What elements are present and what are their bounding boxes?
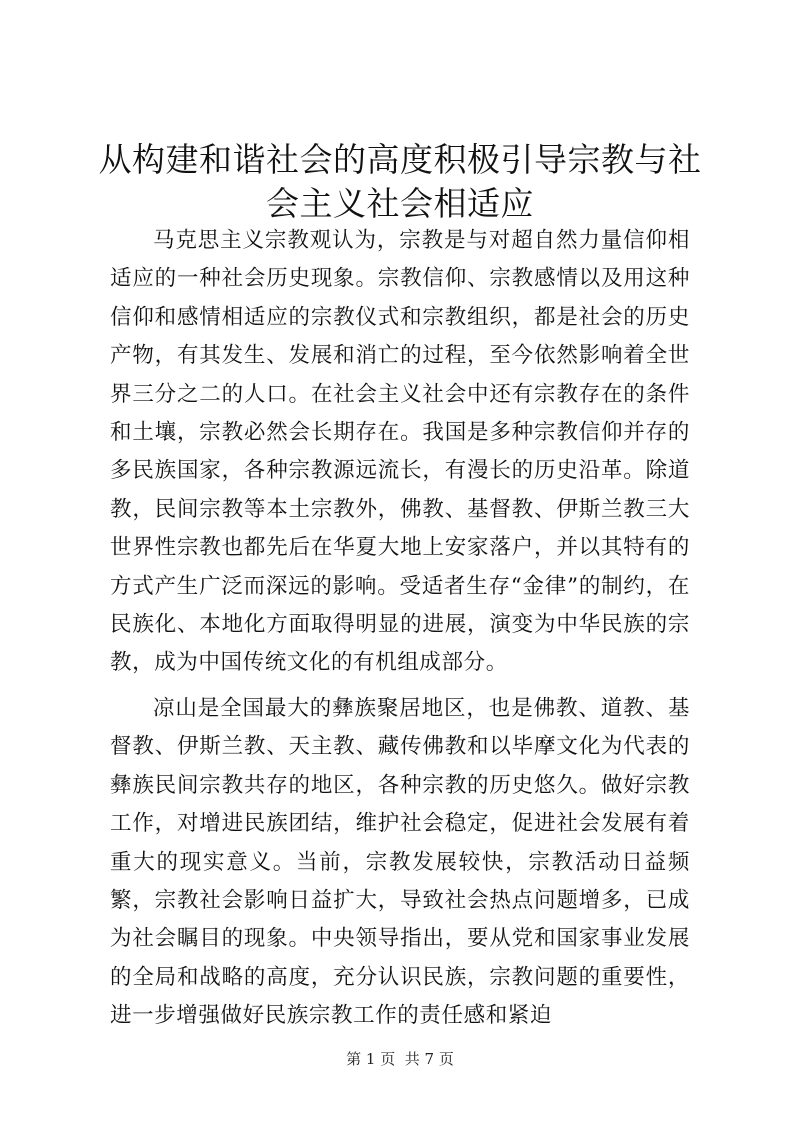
paragraph-2: 凉山是全国最大的彝族聚居地区，也是佛教、道教、基督教、伊斯兰教、天主教、藏传佛教和以毕摩文化为代表的彝族民间宗教共存的地区，各种宗教的历史悠久。做好宗教工作，对增进民族团结，维护社会稳定，促进社会发展有着重大的现实意义。当前，宗教发展较快，宗教活动日益频繁，宗教社会影响日益扩大，导致社会热点问题增多，已成为社会瞩目的现象。中央领导指出，要从党和国家事业发展的全局和战略的高度，充分认识民族，宗教问题的重要性，进一步增强做好民族宗教工作的责任感和紧迫 bbox=[110, 695, 690, 1029]
page-number-label: 第 1 页 共 7 页 bbox=[346, 1050, 454, 1068]
page-footer bbox=[0, 1049, 800, 1069]
paragraph-1: 马克思主义宗教观认为，宗教是与对超自然力量信仰相适应的一种社会历史现象。宗教信仰、宗教感情以及用这种信仰和感情相适应的宗教仪式和宗教组织，都是社会的历史产物，有其发生、发展和消亡的过程，至今依然影响着全世界三分之二的人口。在社会主义社会中还有宗教存在的条件和土壤，宗教必然会长期存在。我国是多种宗教信仰并存的多民族国家，各种宗教源远流长，有漫长的历史沿革。除道教，民间宗教等本土宗教外，佛教、基督教、伊斯兰教三大世界性宗教也都先后在华夏大地上安家落户，并以其特有的方式产生广泛而深远的影响。受适者生存“金律”的制约，在民族化、本地化方面取得明显的进展，演变为中华民族的宗教，成为中国传统文化的有机组成部分。 bbox=[110, 228, 690, 676]
document-title: 从构建和谐社会的高度积极引导宗教与社会主义社会相适应 bbox=[98, 140, 702, 223]
document-body bbox=[110, 222, 690, 1036]
